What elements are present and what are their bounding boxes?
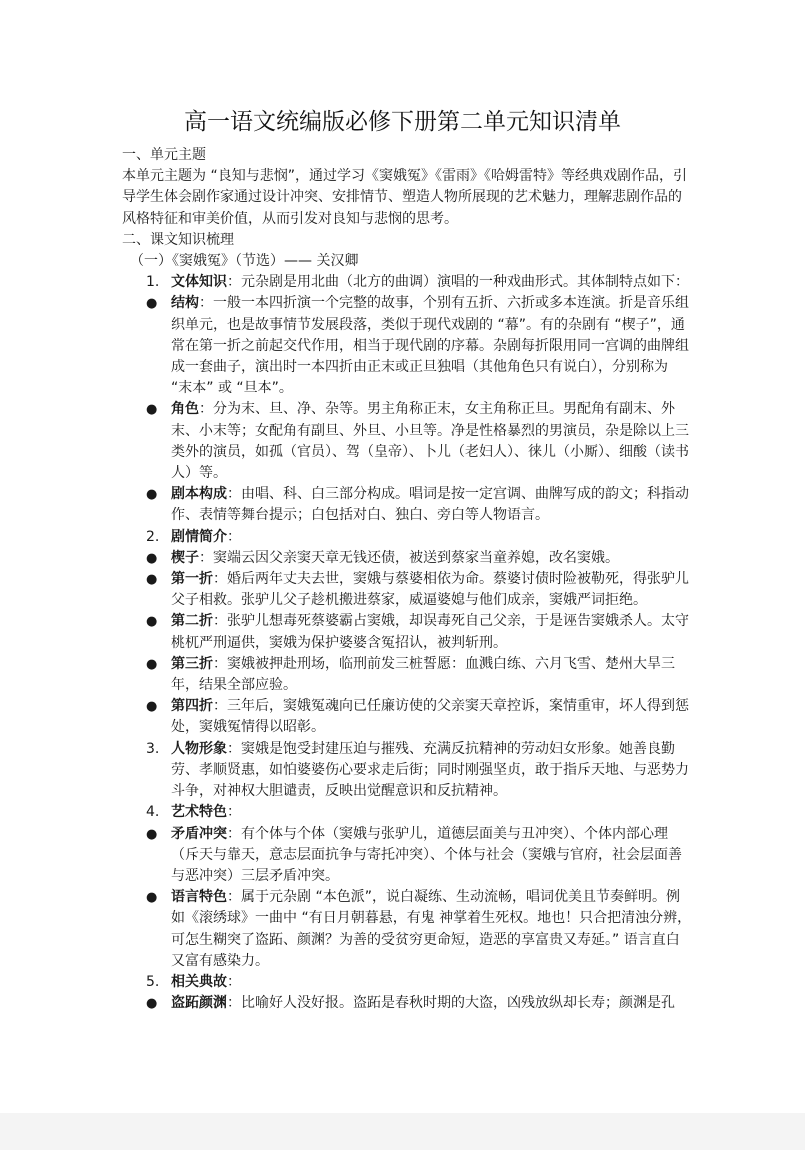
item-text [171,611,692,653]
item-body: ：窦娥被押赴刑场，临刑前发三桩誓愿：血溅白练、六月飞雪、楚州大旱三年，结果全部应验。 [171,655,675,694]
item-label: 文体知识 [171,274,227,291]
item-body: ：有个体与个体（窦娥与张驴儿，道德层面美与丑冲突）、个体内部心理（斥天与靠天，意志层面抗争与寄托冲突）、个体与社会（窦娥与官府，社会层面善与恶冲突）三层矛盾冲突。 [171,825,682,884]
item-body: ：三年后，窦娥冤魂向已任廉访使的父亲窦天章控诉，案情重审，坏人得到惩处，窦娥冤情得以昭彰。 [171,698,689,736]
bullet-icon: ● [146,487,158,503]
numbered-item [122,972,692,993]
item-label: 角色 [171,401,199,418]
item-label: 相关典故 [171,973,227,990]
item-text [171,548,692,569]
item-body: ： [227,528,241,545]
item-body: ：窦端云因父亲窦天章无钱还债，被送到蔡家当童养媳，改名窦娥。 [199,549,619,566]
item-text [171,824,692,888]
item-number: 1. [146,274,160,291]
document-body [122,145,692,1014]
bullet-item [122,654,692,696]
item-body: ：窦娥是饱受封建压迫与摧残、充满反抗精神的劳动妇女形象。她善良勤劳、孝顺贤惠，如怕婆婆伤心要求走后街；同时刚强坚贞，敢于指斥天地、与恶势力斗争，对神权大胆谴责，反映出觉醒意识和反抗精神。 [171,740,689,800]
item-text [171,993,692,1014]
item-label: 第三折 [171,655,213,672]
item-body: ： [227,973,241,990]
bullet-item [122,696,692,738]
subsection-heading-dou-e: （一）《窦娥冤》（节选）—— 关汉卿 [130,253,359,270]
item-body: ：比喻好人没好报。盗跖是春秋时期的大盗，凶残放纵却长寿；颜渊是孔 [227,995,675,1012]
item-label: 结构 [171,295,199,312]
bullet-item [122,399,692,484]
document-title: 高一语文统编版必修下册第二单元知识清单 [184,109,621,135]
bullet-icon: ● [146,402,158,418]
bullet-icon: ● [146,699,158,715]
bullet-icon: ● [146,996,158,1012]
item-number: 2. [146,528,160,545]
bullet-item [122,887,692,972]
bullet-icon: ● [146,826,158,842]
numbered-item [122,739,692,803]
item-text [171,293,692,399]
item-text [171,654,692,696]
item-body: ：分为末、旦、净、杂等。男主角称正末，女主角称正旦。男配角有副末、外末、小末等；女配角有副旦、外旦、小旦等。净是性格暴烈的男演员，杂是除以上三类外的演员，如孤（官员）、驾（皇帝）、卜儿（老妇人）、徕儿（小厮）、细酸（读书人）等。 [171,401,689,482]
item-label: 人物形象 [171,740,227,757]
bullet-icon: ● [146,550,158,566]
item-text [171,739,692,803]
item-label: 矛盾冲突 [171,825,227,842]
item-text [171,569,692,611]
bullet-icon: ● [146,296,158,312]
bullet-item [122,293,692,399]
bullet-item [122,484,692,526]
item-label: 第四折 [171,698,213,715]
item-text [171,484,692,526]
page-bottom-band [0,1113,805,1150]
bullet-icon: ● [146,614,158,630]
item-text [171,887,692,972]
item-label: 第二折 [171,613,213,630]
knowledge-list [122,272,692,1014]
item-label: 剧情简介 [171,528,227,545]
item-label: 盗跖颜渊 [171,995,227,1012]
numbered-item [122,527,692,548]
bullet-icon: ● [146,572,158,588]
item-body: ：元杂剧是用北曲（北方的曲调）演唱的一种戏曲形式。其体制特点如下： [227,274,689,291]
item-text [171,802,692,823]
item-text [171,972,692,993]
item-body: ：由唱、科、白三部分构成。唱词是按一定宫调、曲牌写成的韵文；科指动作、表情等舞台提示；白包括对白、独白、旁白等人物语言。 [171,486,689,524]
item-label: 艺术特色 [171,804,227,821]
bullet-item [122,824,692,888]
item-number: 5. [146,973,160,990]
item-text [171,527,692,548]
numbered-item [122,802,692,823]
bullet-item [122,569,692,611]
item-text [171,696,692,738]
unit-theme-paragraph: 本单元主题为 “良知与悲悯”，通过学习《窦娥冤》《雷雨》《哈姆雷特》等经典戏剧作品，引导学生体会剧作家通过设计冲突、安排情节、塑造人物所展现的艺术魅力，理解悲剧作品的风格特征和审美价值，从而引发对良知与悲悯的思考。 [122,168,687,227]
item-text [171,399,692,484]
bullet-item [122,548,692,569]
item-label: 剧本构成 [171,486,227,503]
item-number: 3. [146,740,160,757]
item-body: ：张驴儿想毒死蔡婆霸占窦娥，却误毒死自己父亲，于是诬告窦娥杀人。太守桃杌严刑逼供，窦娥为保护婆婆含冤招认，被判斩刑。 [171,613,689,651]
numbered-item [122,272,692,293]
section-heading-unit-theme: 一、单元主题 [122,147,206,163]
bullet-icon: ● [146,656,158,672]
item-body: ：属于元杂剧 “本色派”，说白凝练、生动流畅，唱词优美且节奏鲜明。例如《滚绣球》一曲中 “有日月朝暮悬，有鬼 神掌着生死权。地也！只合把清浊分辨，可怎生糊突了盗跖、颜渊？为善的受贫穷更命短，造恶的享富贵又寿延。” 语言直白又富有感染力。 [171,889,692,969]
item-body: ：婚后两年丈夫去世，窦娥与蔡婆相依为命。蔡婆讨债时险被勒死，得张驴儿父子相救。张驴儿父子趁机搬进蔡家，威逼婆媳与他们成亲，窦娥严词拒绝。 [171,571,689,609]
item-body: ：一般一本四折演一个完整的故事，个别有五折、六折或多本连演。折是音乐组织单元，也是故事情节发展段落，类似于现代戏剧的 “幕”。有的杂剧有 “楔子”，通常在第一折之前起交代作用，相当于现代剧的序幕。杂剧每折限用同一宫调的曲牌组成一套曲子，演出时一本四折由正末或正旦独唱（其他角色只有说白），分别称为 “末本” 或 “旦本”。 [171,295,689,397]
item-label: 第一折 [171,571,213,588]
bullet-icon: ● [146,890,158,906]
bullet-item [122,993,692,1014]
item-text [171,272,692,293]
item-body: ： [227,804,241,821]
bullet-item [122,611,692,653]
item-number: 4. [146,804,160,821]
item-label: 楔子 [171,549,199,566]
item-label: 语言特色 [171,889,227,906]
section-heading-text-review: 二、课文知识梳理 [122,231,234,248]
